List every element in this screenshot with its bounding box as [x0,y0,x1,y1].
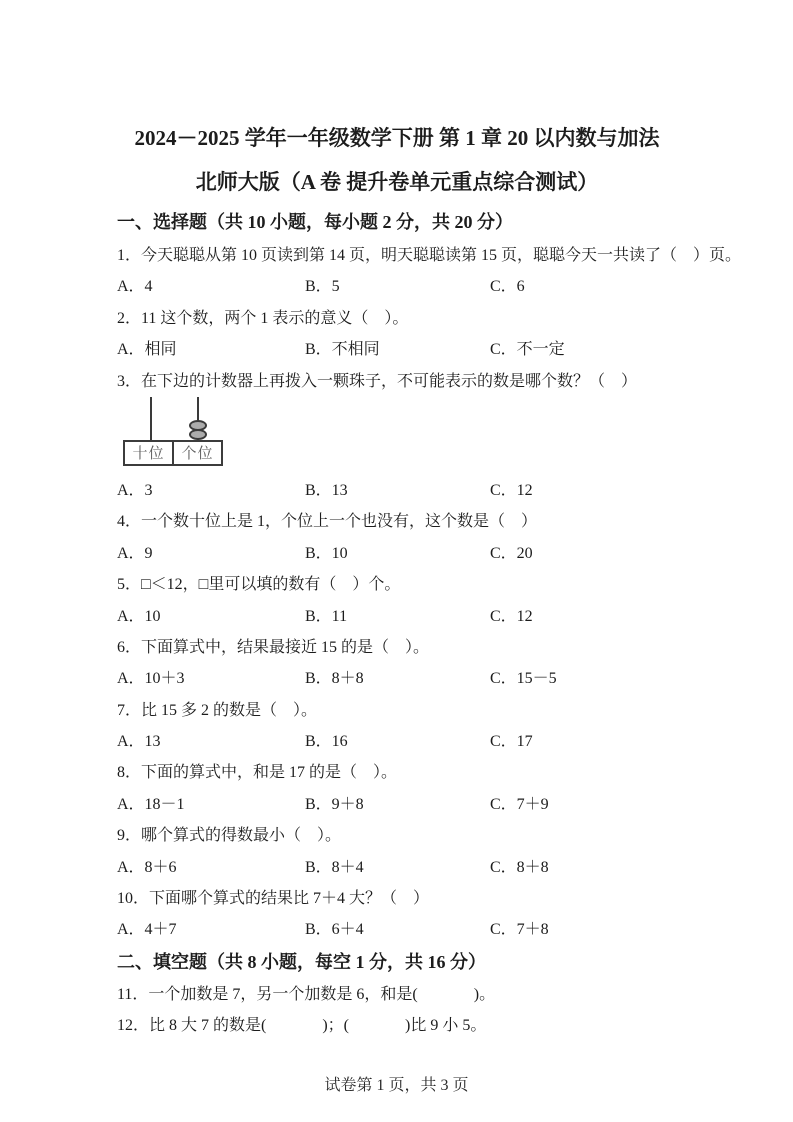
question-5-option-c: C．12 [490,607,533,625]
tens-rod [150,397,152,441]
document-title [117,116,677,204]
question-1-option-c: C．6 [490,278,525,296]
question-5-options [117,601,677,632]
question-1-text: 1．今天聪聪从第 10 页读到第 14 页，明天聪聪读第 15 页，聪聪今天一共读了（ ）页。 [117,247,742,264]
question-1-option-a: A．4 [117,278,153,296]
question-7-text: 7．比 15 多 2 的数是（ ）。 [117,701,318,719]
question-3-options [117,475,677,506]
question-8-option-a: A．18－1 [117,795,185,813]
question-2-text: 2．11 这个数，两个 1 表示的意义（ ）。 [117,309,409,327]
section-1-heading: 一、选择题（共 10 小题，每小题 2 分，共 20 分） [117,212,513,232]
question-10-option-a: A．4＋7 [117,921,177,939]
question-1-option-b: B．5 [305,278,340,296]
question-5-option-b: B．11 [305,607,348,625]
question-6-option-b: B．8＋8 [305,670,364,688]
page-footer: 试卷第 1 页，共 3 页 [324,1077,469,1094]
place-value-table [123,440,223,466]
question-8-option-c: C．7＋9 [490,795,549,813]
question-4-text: 4．一个数十位上是 1，个位上一个也没有，这个数是（ ） [117,513,538,531]
question-11-segment-2: )。 [473,985,496,1003]
question-12-segment-2: )；( [322,1017,350,1035]
question-3-option-b: B．13 [305,481,348,499]
question-5-option-a: A．10 [117,607,161,625]
question-11-text [117,979,677,1010]
question-9-option-a: A．8＋6 [117,858,177,876]
question-9-options [117,852,677,883]
title-line-1: 2024－2025 学年一年级数学下册 第 1 章 20 以内数与加法 [134,126,660,150]
question-12-segment-1: 12．比 8 大 7 的数是( [117,1017,267,1035]
question-7-option-c: C．17 [490,733,533,751]
question-3-text: 3．在下边的计数器上再拨入一颗珠子，不可能表示的数是哪个数？（ ） [117,372,638,390]
question-3-option-c: C．12 [490,481,533,499]
question-4-option-c: C．20 [490,544,533,562]
question-10-options [117,914,677,945]
section-2-heading: 二、填空题（共 8 小题，每空 1 分，共 16 分） [117,951,486,972]
question-7-option-a: A．13 [117,733,161,751]
question-12-text [117,1010,677,1041]
question-4-option-b: B．10 [305,544,348,562]
question-7-option-b: B．16 [305,733,348,751]
question-2-option-b: B．不相同 [305,341,380,359]
counter-figure [123,397,263,475]
question-4-options [117,538,677,569]
tens-place-label: 十位 [125,442,174,464]
question-10-option-b: B．6＋4 [305,921,364,939]
question-10-text: 10．下面哪个算式的结果比 7＋4 大？（ ） [117,890,430,908]
question-4-option-a: A．9 [117,544,153,562]
abacus-bead [189,429,207,440]
question-10-option-c: C．7＋8 [490,921,549,939]
title-line-2: 北师大版（A 卷 提升卷单元重点综合测试） [195,170,599,194]
question-8-text: 8．下面的算式中，和是 17 的是（ ）。 [117,764,398,782]
ones-place-label: 个位 [181,446,214,463]
question-9-text: 9．哪个算式的得数最小（ ）。 [117,827,342,845]
question-6-text: 6．下面算式中，结果最接近 15 的是（ ）。 [117,638,430,656]
question-9-option-b: B．8＋4 [305,858,364,876]
question-8-option-b: B．9＋8 [305,795,364,813]
page-content [117,0,742,1042]
question-7-options [117,726,677,757]
question-6-options [117,663,677,694]
question-2-options [117,334,677,365]
question-2-option-a: A．相同 [117,341,177,359]
question-12-segment-3: )比 9 小 5。 [405,1017,487,1035]
question-6-option-a: A．10＋3 [117,670,185,688]
question-6-option-c: C．15－5 [490,670,557,688]
question-5-text: 5．□＜12，□里可以填的数有（ ）个。 [117,576,401,594]
question-3-option-a: A．3 [117,481,153,499]
question-2-option-c: C．不一定 [490,341,565,359]
question-9-option-c: C．8＋8 [490,858,549,876]
question-11-segment-1: 11．一个加数是 7，另一个加数是 6，和是( [117,985,418,1003]
question-8-options [117,789,677,820]
question-1-options [117,271,677,302]
